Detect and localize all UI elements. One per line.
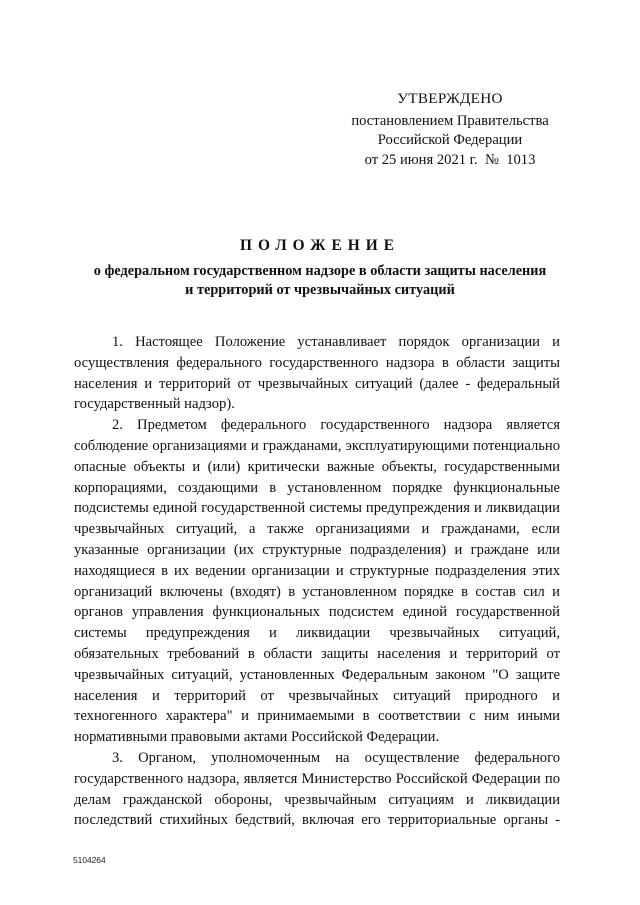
paragraph-number: 3. <box>112 749 123 766</box>
paragraph-3 <box>74 748 560 831</box>
subtitle-line-2: и территорий от чрезвычайных ситуаций <box>185 281 455 298</box>
document-title: ПОЛОЖЕНИЕ <box>240 237 400 254</box>
paragraph-1 <box>74 332 560 415</box>
approval-stamp: УТВЕРЖДЕНО <box>397 90 503 107</box>
approval-date-number: от 25 июня 2021 г. № 1013 <box>364 151 536 168</box>
paragraph-text: Настоящее Положение устанавливает порядок организации и осуществления федерального государственного надзора в области защиты населения и территорий от чрезвычайных ситуаций (далее - федеральный государственный надзор). <box>74 334 560 413</box>
paragraph-number: 1. <box>112 334 123 350</box>
approval-line-2: Российской Федерации <box>377 132 523 148</box>
paragraph-number: 2. <box>112 417 123 434</box>
subtitle-line-1: о федеральном государственном надзоре в области защиты населения <box>93 263 547 279</box>
document-code: 5104264 <box>73 855 106 865</box>
approval-line-1: постановлением Правительства <box>351 112 549 129</box>
document-subtitle <box>60 262 580 299</box>
paragraph-text: Предметом федерального государственного надзора является соблюдение организациями и гражданами, эксплуатирующими потенциально опасные объекты и (или) критически важные объекты, государственными корпорациями, создающими в установленном порядке функциональные подсистемы единой государственной системы предупреждения и ликвидации чрезвычайных ситуаций, а также организациями и гражданами, если указанные организации (их структурные подразделения) и граждане или находящиеся в их ведении организации и структурные подразделения этих организаций включены (входят) в установленном порядке в состав сил и органов управления функциональных подсистем единой государственной системы предупреждения и ликвидации чрезвычайных ситуаций, обязательных требований в области защиты населения и территорий от чрезвычайных ситуаций, установленных Федеральным законом "О защите населения и территорий от чрезвычайных ситуаций природного и техногенного характера" и принимаемыми в соответствии с ним иными нормативными правовыми актами Российской Федерации. <box>74 417 560 746</box>
paragraph-text: Органом, уполномоченным на осуществление федерального государственного надзора, является Министерство Российской Федерации по делам гражданской обороны, чрезвычайным ситуациям и ликвидации последствий стихийных бедствий, включая его территориальные органы - <box>74 749 560 829</box>
approval-block <box>330 89 570 170</box>
paragraph-2 <box>74 415 560 748</box>
document-body <box>74 332 560 831</box>
